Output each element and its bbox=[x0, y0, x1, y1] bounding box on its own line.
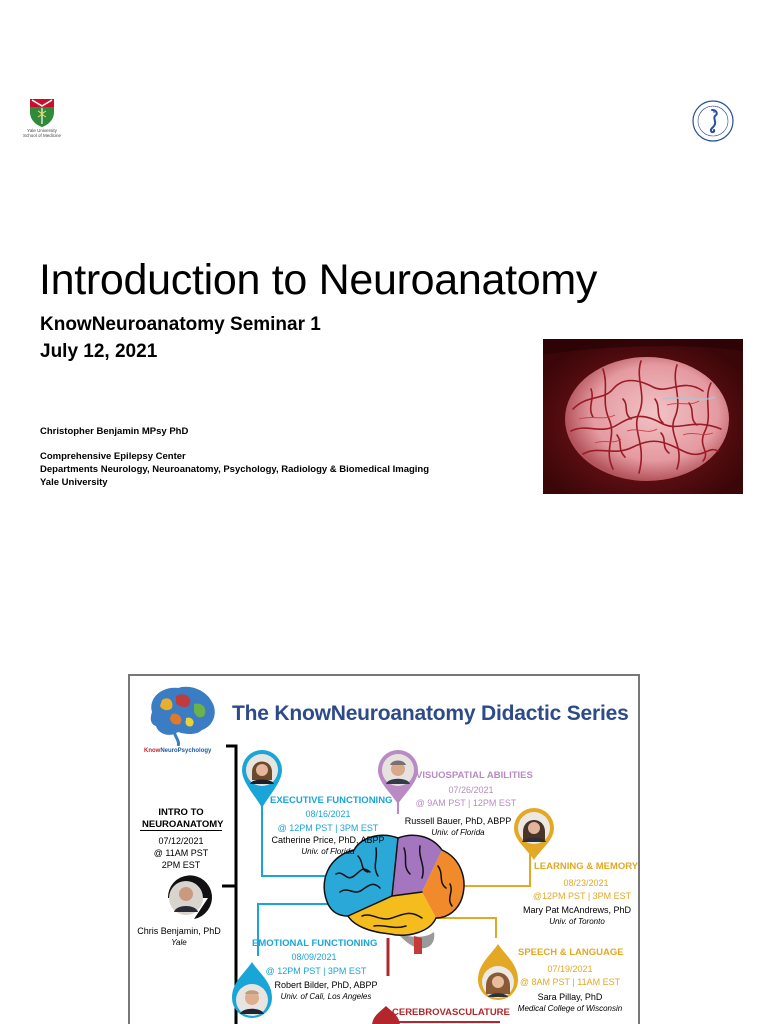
executive-speaker-name: Catherine Price, PhD, ABPP bbox=[271, 835, 385, 845]
yale-shield-icon bbox=[29, 98, 55, 128]
emotional-time: @ 12PM PST | 3PM EST bbox=[265, 966, 367, 976]
brain-surgery-photo bbox=[543, 339, 743, 494]
speech-speaker-name: Sara Pillay, PhD bbox=[537, 992, 603, 1002]
flyer-title: The KnowNeuroanatomy Didactic Series bbox=[232, 702, 629, 725]
learning-date: 08/23/2021 bbox=[563, 878, 609, 888]
yale-logo-line1: Yale University bbox=[27, 128, 57, 133]
emotional-heading: EMOTIONAL FUNCTIONING bbox=[252, 938, 378, 949]
visuospatial-date: 07/26/2021 bbox=[448, 785, 494, 795]
intro-heading-1: INTRO TO bbox=[158, 807, 204, 818]
emotional-date: 08/09/2021 bbox=[291, 952, 337, 962]
yale-medicine-logo bbox=[18, 98, 66, 138]
learning-speaker-univ: Univ. of Toronto bbox=[549, 917, 605, 926]
cerebro-heading: CEREBROVASCULATURE bbox=[392, 1007, 510, 1018]
affiliation-center: Comprehensive Epilepsy Center bbox=[40, 451, 186, 462]
cerebro-underline bbox=[396, 1021, 500, 1023]
speech-heading: SPEECH & LANGUAGE bbox=[518, 947, 624, 958]
brand-know-text: Know bbox=[144, 748, 161, 754]
colored-brain-illustration bbox=[318, 826, 468, 956]
seahorse-seal-icon bbox=[692, 100, 734, 142]
intro-speaker-name: Chris Benjamin, PhD bbox=[137, 926, 221, 936]
presenter-name: Christopher Benjamin MPsy PhD bbox=[40, 426, 189, 437]
learning-time: @12PM PST | 3PM EST bbox=[532, 891, 632, 901]
yale-logo-line2: School of Medicine bbox=[22, 133, 62, 138]
speech-speaker-univ: Medical College of Wisconsin bbox=[517, 1004, 623, 1013]
speech-time: @ 8AM PST | 11AM EST bbox=[519, 977, 621, 987]
seminar-subtitle: KnowNeuroanatomy Seminar 1 bbox=[40, 314, 321, 335]
executive-date: 08/16/2021 bbox=[305, 809, 351, 819]
intro-speaker-avatar bbox=[164, 872, 224, 922]
learning-speaker-avatar bbox=[512, 808, 556, 862]
page-title: Introduction to Neuroanatomy bbox=[39, 256, 598, 304]
intro-heading-2: NEUROANATOMY bbox=[142, 819, 224, 830]
intro-speaker-univ: Yale bbox=[171, 938, 187, 947]
visuospatial-speaker-univ: Univ. of Florida bbox=[431, 828, 485, 837]
executive-speaker-univ: Univ. of Florida bbox=[301, 847, 355, 856]
executive-time: @ 12PM PST | 3PM EST bbox=[277, 823, 379, 833]
intro-time-2: 2PM EST bbox=[161, 860, 201, 870]
learning-heading: LEARNING & MEMORY bbox=[534, 861, 639, 872]
affiliation-departments: Departments Neurology, Neuroanatomy, Psychology, Radiology & Biomedical Imaging bbox=[40, 464, 430, 475]
emotional-speaker-univ: Univ. of Cali, Los Angeles bbox=[280, 992, 372, 1001]
affiliation-university: Yale University bbox=[40, 477, 108, 488]
seminar-date: July 12, 2021 bbox=[40, 341, 158, 362]
intro-underline bbox=[140, 830, 222, 831]
learning-speaker-name: Mary Pat McAndrews, PhD bbox=[522, 905, 632, 915]
visuospatial-heading: VISUOSPATIAL ABILITIES bbox=[416, 770, 533, 781]
visuospatial-speaker-name: Russell Bauer, PhD, ABPP bbox=[404, 816, 512, 826]
didactic-series-flyer bbox=[128, 674, 640, 1024]
emotional-speaker-avatar bbox=[230, 960, 274, 1024]
visuospatial-time: @ 9AM PST | 12PM EST bbox=[415, 798, 517, 808]
brand-rest-text: NeuroPsychology bbox=[160, 748, 212, 754]
intro-time-1: @ 11AM PST bbox=[153, 848, 209, 858]
intro-date: 07/12/2021 bbox=[158, 836, 204, 846]
executive-heading: EXECUTIVE FUNCTIONING bbox=[270, 795, 393, 806]
emotional-speaker-name: Robert Bilder, PhD, ABPP bbox=[274, 980, 378, 990]
speech-date: 07/19/2021 bbox=[547, 964, 593, 974]
